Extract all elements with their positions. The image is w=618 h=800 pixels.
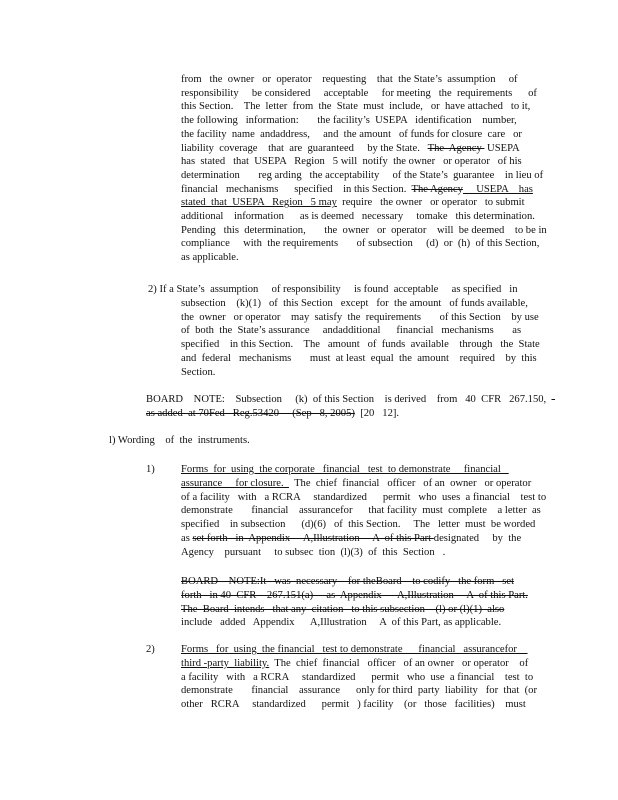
text-run: this Section. The letter from the State must include, or have attached to it,: [181, 101, 531, 113]
text-run: USEPA: [484, 142, 520, 154]
underlined-text: Forms for using the corporate financial test to demonstrate financial: [181, 464, 509, 475]
text-run: from the owner or operator requesting that the State’s assumption of: [181, 74, 518, 85]
text-line: [181, 684, 537, 698]
struck-text: set forth in Appendix A,Illustration A of this Part: [192, 533, 434, 544]
text-run: subsection (k)(1) of this Section except for the amount of funds available,: [181, 297, 528, 309]
text-line: [181, 352, 537, 366]
text-line: [181, 671, 533, 685]
text-line: [181, 491, 546, 505]
struck-text: as added at 70Fed Reg.53420 (Sep 8, 2005): [146, 408, 355, 419]
text-run: financial mechanisms specified in this Section.: [181, 183, 412, 195]
struck-text: The Agency: [411, 183, 463, 195]
text-run: [20 12].: [354, 408, 400, 419]
struck-text: The Board intends that any citation to this subsection (l) or (l)(1) also: [181, 603, 505, 615]
text-run: has stated that USEPA Region 5 will notify the owner or operator of his: [181, 156, 522, 168]
text-run: and federal mechanisms must at least equal the amount required by this: [181, 353, 537, 364]
text-line: [181, 477, 531, 491]
text-run: a facility with a RCRA standardized permit who use a financial test to: [181, 671, 534, 683]
text-run: compliance with the requirements of subsection (d) or (h) of this Section,: [181, 238, 540, 250]
text-line: [181, 616, 501, 630]
text-line: [181, 142, 520, 156]
text-line: [181, 251, 239, 265]
text-line: [181, 603, 504, 617]
text-line: [181, 338, 540, 352]
text-run: as: [181, 533, 193, 544]
text-run: liability coverage that are guaranteed by the State.: [181, 142, 428, 154]
underlined-text: Forms for using the financial test to demonstrate financial assurancefor: [181, 644, 528, 655]
text-run: responsibility be considered acceptable for meeting the requirements of: [181, 87, 537, 99]
text-run: determination reg arding the acceptability of the State’s guarantee in lieu of: [181, 169, 544, 181]
text-run: as applicable.: [181, 252, 239, 264]
text-line: [181, 324, 521, 338]
text-line: [146, 407, 399, 421]
text-line: [181, 546, 445, 560]
text-run: additional information as is deemed necessary tomake this determination.: [181, 211, 535, 222]
text-line: [148, 283, 518, 297]
text-line: [181, 463, 509, 477]
text-line: [181, 100, 530, 114]
text-run: other RCRA standardized permit ) facility (or those facilities) must: [181, 699, 526, 711]
text-line: [181, 504, 541, 518]
text-line: [181, 224, 547, 238]
text-line: [181, 114, 517, 128]
text-run: include added Appendix A,Illustration A of this Part, as applicable.: [181, 617, 502, 629]
struck-text: The Agency: [427, 142, 485, 154]
text-run: Pending this determination, the owner or operator will be deemed to be in: [181, 224, 547, 236]
text-line: [181, 128, 522, 142]
underlined-text: third -party liability.: [181, 657, 270, 669]
item-1-number: 1): [146, 464, 155, 475]
text-line: [181, 237, 539, 251]
text-line: [181, 532, 521, 546]
item-2-number: 2): [146, 644, 155, 655]
text-run: require the owner or operator to submit: [336, 197, 525, 209]
text-run: Agency pursuant to subsec tion (l)(3) of this Section .: [181, 546, 446, 558]
text-run: designated by the: [433, 533, 522, 544]
text-line: [181, 73, 518, 87]
text-line: [181, 169, 543, 183]
struck-text: forth in 40 CFR 267.151(a) as Appendix A,Illustration A of this Part.: [181, 589, 528, 601]
text-run: demonstrate financial assurancefor that facility must complete a letter as: [181, 505, 541, 517]
text-run: of a facility with a RCRA standardized permit who uses a financial test to: [181, 491, 547, 503]
underlined-text: stated that USEPA Region 5 may: [181, 197, 337, 209]
struck-text: BOARD NOTE:It was necessary for theBoard to codify the form set: [181, 576, 515, 587]
text-run: of both the State’s assurance andadditional financial mechanisms as: [181, 325, 522, 337]
text-line: [181, 196, 525, 210]
text-line: [181, 183, 533, 197]
text-run: demonstrate financial assurance only for third party liability for that (or: [181, 685, 537, 697]
text-run: BOARD NOTE: Subsection (k) of this Section is derived from 40 CFR 267.150,: [146, 394, 552, 405]
text-line: [146, 393, 555, 407]
text-run: the owner or operator may satisfy the requirements of this Section by use: [181, 311, 539, 323]
text-line: [181, 657, 528, 671]
text-run: The chief financial officer of an owner or operator: [288, 477, 532, 489]
text-line: [181, 366, 215, 380]
section-l-heading: l) Wording of the instruments.: [109, 435, 250, 446]
text-run: Section.: [181, 366, 216, 378]
text-line: [181, 210, 535, 224]
text-line: [181, 297, 528, 311]
underlined-text: assurance for closure.: [181, 477, 289, 489]
struck-text: -: [551, 394, 556, 405]
text-line: [181, 643, 528, 657]
text-run: the facility name andaddress, and the amount of funds for closure care or: [181, 128, 522, 140]
text-line: [181, 589, 528, 603]
text-line: [181, 518, 535, 532]
text-line: [181, 575, 514, 589]
underlined-text: USEPA has: [462, 183, 533, 195]
text-run: 2) If a State’s assumption of responsibility is found acceptable as specified in: [148, 284, 518, 295]
text-run: The chief financial officer of an owner or operator of: [269, 657, 529, 669]
text-line: [181, 698, 526, 712]
text-run: specified in subsection (d)(6) of this Section. The letter must be worded: [181, 519, 536, 531]
text-run: specified in this Section. The amount of funds available through the State: [181, 339, 540, 351]
text-line: [181, 87, 537, 101]
text-line: [181, 311, 539, 325]
text-line: [181, 155, 522, 169]
text-run: the following information: the facility’s USEPA identification number,: [181, 115, 517, 127]
